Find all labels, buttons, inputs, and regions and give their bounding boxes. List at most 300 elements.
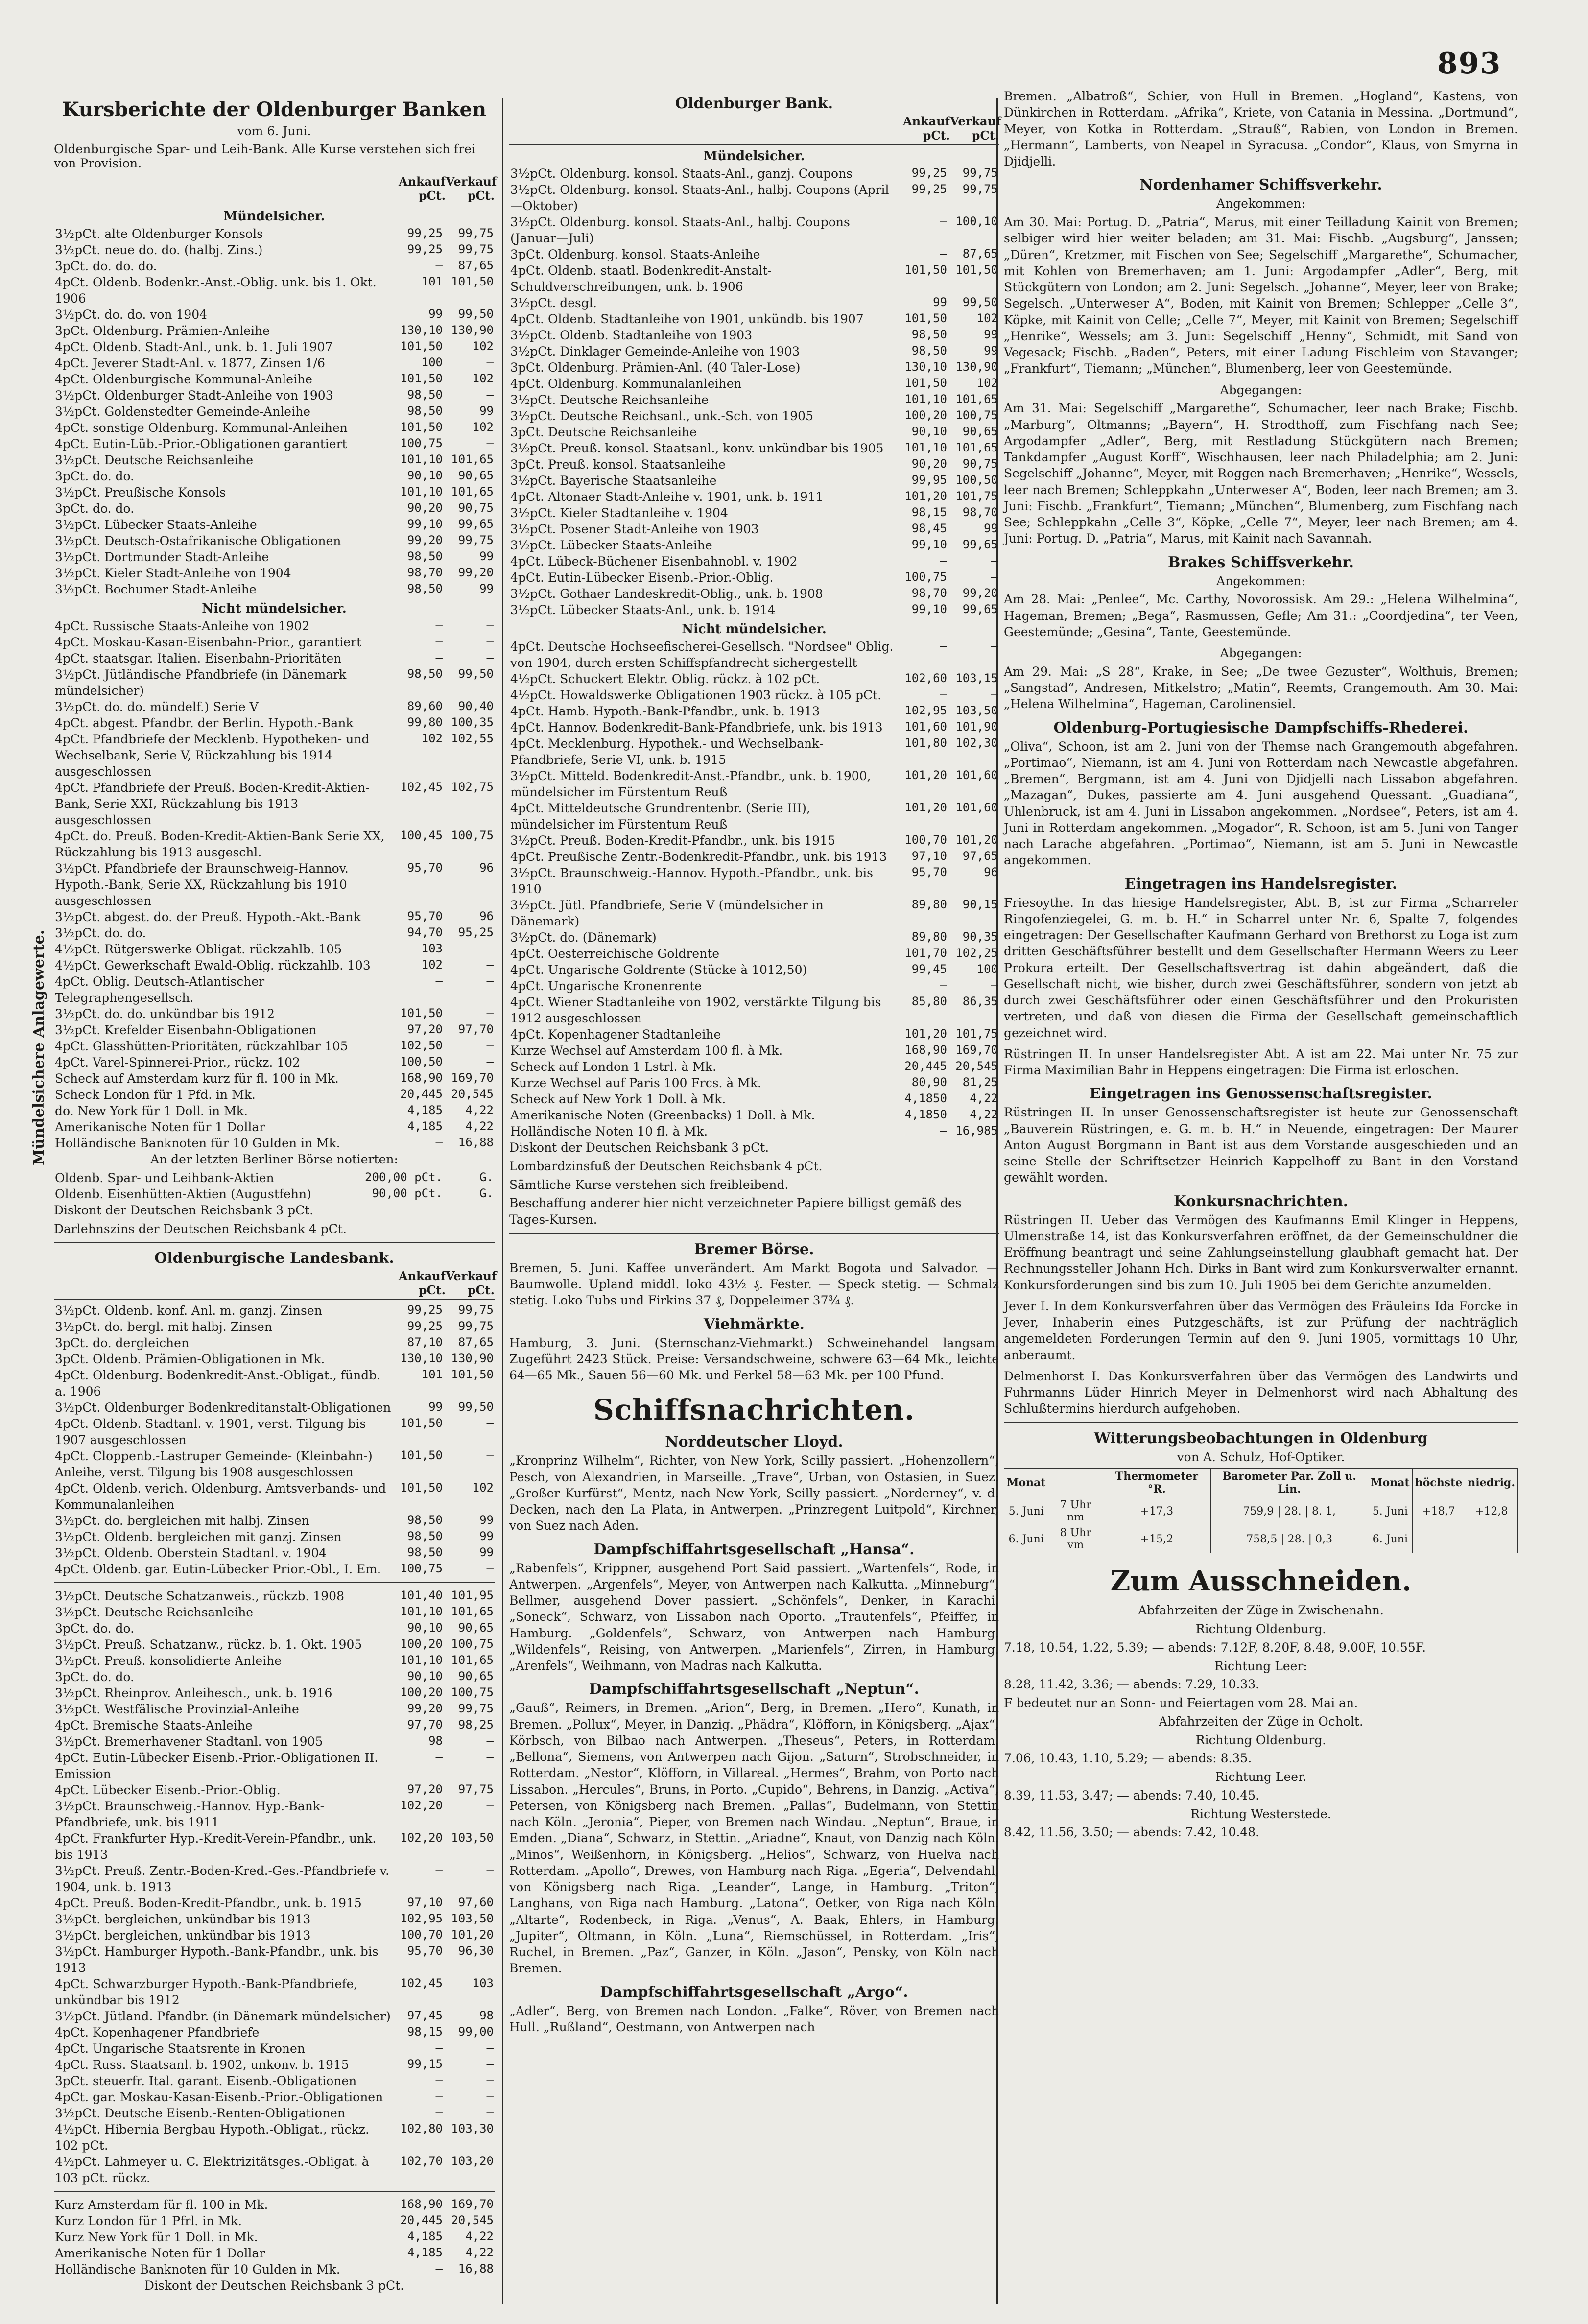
security-name: 3½pCt. Deutsche Reichsanleihe: [510, 393, 709, 407]
weather-cell: 759,9 | 28. | 8. 1,: [1211, 1497, 1368, 1525]
quote-row: [509, 311, 999, 327]
security-name: 3½pCt. Jütländische Pfandbriefe (in Dänemark mündelsicher): [55, 667, 347, 698]
ankauf-value: 101,20: [904, 489, 947, 503]
header-verkauf: Verkauf pCt.: [950, 114, 1001, 142]
nordenham-arrivals: Am 30. Mai: Portug. D. „Patria“, Marus, mit einer Teilladung Kainit von Bremen; selbiger wird hier weiter beladen; am 31. Mai: Fischb. „Augsburg“, Janssen; „Düren“, Kretzmer, mit Fischen von See; Segelschiff „Margarethe“, Schumacher, mit Kohlen von Bremerhaven; am 1. Juni: Argodampfer „Adler“, Berg, mit Stückgütern von London; am 2. Juni: Segelsch. „Johanne“, Meyer, leer von Brake; Segelsch. „Unterweser A“, Boden, mit Kainit von Bremen; Schlepper „Celle 3“, Köpke, mit Kainit von Celle; „Celle 7“, Meyer, mit Kainit von Bremen; Segelschiff „Henrike“, Wessels; am 3. Juni: Segelschiff „Henny“, Schmidt, mit Sand von Vegesack; Fischb. „Baden“, Peters, mit einer Ladung Fischleim von Stavanger; „Frankfurt“, Tiemann; „München“, Blumenberg, leer von Geestemünde.: [1004, 215, 1518, 376]
verkauf-value: 100,75: [955, 408, 998, 422]
konkurs-text: Rüstringen II. Ueber das Vermögen des Kaufmanns Emil Klinger in Heppens, Ulmenstraße 14, ist das Konkursverfahren eröffnet, da der Gemeinschuldner die Eröffnung beantragt und seine Zahlungseinstellung glaubhaft gemacht hat. Der Rechnungssteller Johann Hch. Dirks in Bant wird zum Konkursverwalter ernannt. Konkursforderungen sind bis zum 10. Juli 1905 bei dem Gerichte anzumelden.: [1004, 1212, 1518, 1292]
quote-row: [54, 1653, 495, 1669]
abgegangen-label: Abgegangen:: [1220, 646, 1302, 660]
quote-row: [54, 699, 495, 715]
quote-row: [54, 1798, 495, 1830]
verkauf-value: 99: [479, 1545, 494, 1560]
ankauf-value: 99,15: [407, 2057, 443, 2071]
ankauf-value: 101,10: [400, 1653, 443, 1667]
ankauf-value: 100: [421, 356, 443, 369]
verkauf-value: 99,00: [458, 2025, 494, 2039]
quote-row: [54, 1103, 495, 1119]
quote-row: [509, 1026, 999, 1043]
quote-row: [509, 687, 999, 703]
quote-row: [54, 618, 495, 634]
verkauf-value: 99,20: [962, 586, 998, 600]
ankauf-value: 97,10: [911, 849, 947, 863]
security-name: 3½pCt. Jütland. Pfandbr. (in Dänemark mündelsicher): [55, 2009, 391, 2024]
quote-row: [54, 307, 495, 323]
quotes-table: [54, 1588, 495, 2186]
weather-title: Witterungsbeobachtungen in Oldenburg: [1094, 1429, 1428, 1447]
kursberichte-date: vom 6. Juni.: [237, 124, 311, 138]
verkauf-value: 96: [984, 865, 998, 879]
verkauf-value: 98,70: [962, 505, 998, 519]
security-name: 3½pCt. Kieler Stadt-Anleihe von 1904: [55, 566, 291, 580]
ankauf-value: 101,60: [904, 720, 947, 734]
ankauf-value: 95,70: [911, 865, 947, 879]
security-name: 3½pCt. Preuß. konsolidierte Anleihe: [55, 1654, 282, 1668]
quote-row: [509, 343, 999, 359]
security-name: 4pCt. Eutin-Lüb.-Prior.-Obligationen garantiert: [55, 437, 347, 451]
security-name: 3½pCt. Deutsche Schatzanweis., rückzb. 1908: [55, 1589, 344, 1604]
verkauf-value: —: [991, 570, 998, 584]
verkauf-value: 101,60: [955, 768, 998, 782]
verkauf-value: 101,65: [955, 392, 998, 406]
quote-row: [54, 925, 495, 941]
security-name: 3½pCt. Oldenb. Stadtanleihe von 1903: [510, 328, 753, 342]
quote-row: [54, 517, 495, 533]
ankauf-value: 98,50: [407, 1513, 443, 1527]
verkauf-value: 99,75: [458, 1319, 494, 1333]
quote-row: [54, 1685, 495, 1701]
verkauf-value: 103: [472, 1976, 494, 1991]
verkauf-value: 101,75: [955, 1027, 998, 1041]
verkauf-value: —: [486, 1750, 494, 1764]
divider: [54, 1582, 495, 1583]
ankauf-value: 97,45: [407, 2009, 443, 2023]
quote-header: [509, 114, 999, 145]
quote-row: [509, 262, 999, 295]
quote-row: [54, 1135, 495, 1151]
verkauf-value: 99,75: [458, 1702, 494, 1716]
quote-row: [54, 420, 495, 436]
security-name: Oldenb. Spar- und Leihbank-Aktien: [55, 1170, 274, 1185]
security-name: Holländische Banknoten für 10 Gulden in Mk.: [55, 2262, 340, 2277]
security-name: 4pCt. do. Preuß. Boden-Kredit-Aktien-Bank Serie XX, Rückzahlung bis 1913 ausgeschl.: [55, 829, 385, 859]
header-ankauf: Ankauf pCt.: [398, 1269, 446, 1298]
verkauf-value: G.: [479, 1186, 494, 1200]
security-name: 4pCt. Schwarzburger Hypoth.-Bank-Pfandbriefe, unkündbar bis 1912: [55, 1977, 358, 2008]
quote-row: [54, 1038, 495, 1054]
quote-row: [54, 715, 495, 731]
quotes-table: [54, 1170, 495, 1202]
bank-note: Beschaffung anderer hier nicht verzeichneter Papiere billigst gemäß des Tages-Kursen.: [509, 1196, 962, 1227]
security-name: 4pCt. Eutin-Lübecker Eisenb.-Prior.-Oblig.: [510, 570, 774, 585]
quote-row: [54, 565, 495, 581]
verkauf-value: 20,545: [955, 1059, 998, 1073]
verkauf-value: —: [486, 1039, 494, 1052]
weather-header-cell: [1048, 1469, 1103, 1497]
verkauf-value: 87,65: [458, 1335, 494, 1350]
verkauf-value: 99: [479, 1529, 494, 1543]
verkauf-value: 96,30: [458, 1944, 494, 1958]
verkauf-value: 99: [479, 549, 494, 563]
quote-row: [54, 1944, 495, 1976]
quote-row: [54, 2197, 495, 2213]
quote-row: [54, 2229, 495, 2245]
security-name: 3½pCt. Deutsche Reichsanleihe: [55, 1605, 254, 1620]
quote-row: [54, 533, 495, 549]
konkurs-text: Jever I. In dem Konkursverfahren über das Vermögen des Fräuleins Ida Forcke in Jever, Inhaberin eines Putzgeschäfts, ist zur Prüfung der nachträglich angemeldeten Forderungen Termin auf den 9. Juni 1905, vormittags 10 Uhr, anberaumt.: [1004, 1299, 1518, 1362]
verkauf-value: 4,22: [465, 2246, 494, 2260]
angekommen-label: Angekommen:: [1216, 196, 1305, 211]
ankauf-value: 102,45: [400, 1976, 443, 1991]
quote-row: [54, 1895, 495, 1911]
verkauf-value: 99,75: [458, 533, 494, 547]
ankauf-value: 97,70: [407, 1718, 443, 1732]
security-name: 3½pCt. Dortmunder Stadt-Anleihe: [55, 550, 269, 564]
verkauf-value: 100,75: [451, 829, 494, 842]
ankauf-value: 99,25: [407, 226, 443, 240]
verkauf-value: 99,50: [962, 295, 998, 309]
quote-row: [509, 671, 999, 687]
security-name: 3½pCt. Lübecker Staats-Anl., unk. b. 1914: [510, 603, 776, 617]
security-name: 3½pCt. Deutsch-Ostafrikanische Obligationen: [55, 534, 341, 548]
verkauf-value: 95,25: [458, 925, 494, 939]
ankauf-value: 98,50: [407, 1545, 443, 1560]
quote-row: [54, 2154, 495, 2186]
ankauf-value: 99,20: [407, 533, 443, 547]
security-name: 4pCt. Preuß. Boden-Kredit-Pfandbr., unk. b. 1915: [55, 1896, 362, 1911]
verkauf-value: 130,90: [451, 1352, 494, 1366]
ankauf-value: 102,50: [400, 1039, 443, 1052]
abgegangen-label: Abgegangen:: [1220, 382, 1302, 397]
quote-row: [54, 1529, 495, 1545]
quote-row: [509, 537, 999, 553]
security-name: 3½pCt. abgest. do. der Preuß. Hypoth.-Akt.-Bank: [55, 910, 361, 924]
ankauf-value: 4,185: [407, 2229, 443, 2244]
verkauf-value: 102,30: [955, 736, 998, 750]
divider: [1004, 1422, 1518, 1423]
ankauf-value: —: [940, 554, 947, 568]
security-name: do. New York für 1 Doll. in Mk.: [55, 1104, 248, 1118]
genossenschaft-text: Rüstringen II. In unser Genossenschaftsregister ist heute zur Genossenschaft „Bauverein Rüstringen, e. G. m. b. H.“ in Neuende, eingetragen: Der Maurer Anton August Borgmann in Bant ist aus dem Vorstande ausgeschieden und an seine Stelle der Schriftsetzer Heinrich Kappelhoff zu Bant in den Vorstand gewählt worden.: [1004, 1105, 1518, 1185]
verkauf-value: —: [486, 1006, 494, 1020]
verkauf-value: 101,65: [451, 485, 494, 498]
verkauf-value: 101,65: [451, 1605, 494, 1619]
verkauf-value: 16,88: [458, 2262, 494, 2276]
quote-row: [509, 521, 999, 537]
ankauf-value: 20,445: [400, 2213, 443, 2228]
security-name: 4pCt. Oldenb. gar. Eutin-Lübecker Prior.-Obl., I. Em.: [55, 1562, 381, 1577]
quote-row: [54, 258, 495, 274]
ankauf-value: 100,75: [904, 570, 947, 584]
quote-row: [509, 735, 999, 768]
security-name: 4pCt. Ungarische Staatsrente in Kronen: [55, 2041, 305, 2056]
verkauf-value: 169,70: [451, 2197, 494, 2211]
ankauf-value: 4,1850: [904, 1091, 947, 1105]
security-name: 4pCt. Altonaer Stadt-Anleihe v. 1901, unk. b. 1911: [510, 490, 824, 504]
quote-row: [54, 387, 495, 403]
verkauf-value: 99,50: [458, 1400, 494, 1414]
verkauf-value: 101,60: [955, 801, 998, 814]
quote-row: [54, 581, 495, 597]
quote-row: [509, 553, 999, 569]
quote-row: [54, 1588, 495, 1604]
ankauf-value: 100,75: [400, 1562, 443, 1576]
verkauf-value: 87,65: [962, 247, 998, 261]
handelsregister-title: Eingetragen ins Handelsregister.: [1124, 875, 1398, 893]
weather-cell: [1465, 1525, 1518, 1553]
verkauf-value: 98: [479, 2009, 494, 2023]
weather-cell: 7 Uhr nm: [1048, 1497, 1103, 1525]
quote-row: [509, 1123, 999, 1139]
quote-row: [509, 586, 999, 602]
verkauf-value: —: [486, 958, 494, 972]
security-name: 3½pCt. Oldenburg. konsol. Staats-Anl., halbj. Coupons (Januar—Juli): [510, 215, 850, 245]
verkauf-value: 90,65: [458, 1669, 494, 1684]
weather-subtitle: von A. Schulz, Hof-Optiker.: [1177, 1449, 1345, 1464]
ankauf-value: 101,40: [400, 1589, 443, 1603]
ankauf-value: 102,45: [400, 780, 443, 794]
weather-row: [1004, 1497, 1518, 1525]
ankauf-value: 95,70: [407, 1944, 443, 1958]
ankauf-value: —: [435, 2073, 443, 2087]
security-name: 4pCt. Oldenb. staatl. Bodenkredit-Anstalt-Schuldverschreibungen, unk. b. 1906: [510, 263, 772, 294]
verkauf-value: 102: [472, 420, 494, 434]
verkauf-value: 96: [479, 909, 494, 923]
verkauf-value: —: [486, 1562, 494, 1576]
weather-header-cell: Thermometer °R.: [1103, 1469, 1210, 1497]
ankauf-value: 99,25: [911, 182, 947, 196]
ankauf-value: 97,20: [407, 1782, 443, 1797]
richtung-label: Richtung Oldenburg.: [1195, 1622, 1327, 1636]
ankauf-value: 101,10: [904, 441, 947, 454]
hansa-text: „Rabenfels“, Krippner, ausgehend Port Said passiert. „Wartenfels“, Rode, in Antwerpen. „Argenfels“, Meyer, von Antwerpen nach Kalkutta. „Minneburg“, Bellmer, ausgehend Dover passiert. „Schönfels“, Denker, in Karachi. „Soneck“, Schwarz, von Lissabon nach Oporto. „Trautenfels“, Pfeiffer, in Hamburg. „Goldenfels“, Schwarz, von Antwerpen nach Hamburg. „Wildenfels“, Reising, von Antwerpen. „Marienfels“, Zirren, in Hamburg. „Arenfels“, Weihmann, von Madras nach Kalkutta.: [509, 1561, 999, 1673]
weather-cell: 5. Juni: [1004, 1497, 1048, 1525]
quote-row: [509, 1059, 999, 1075]
security-name: Kurz Amsterdam für fl. 100 in Mk.: [55, 2198, 268, 2212]
verkauf-value: —: [991, 978, 998, 992]
security-name: 4pCt. gar. Moskau-Kasan-Eisenb.-Prior.-Obligationen: [55, 2090, 383, 2105]
verkauf-value: 101,65: [451, 452, 494, 466]
quote-row: [54, 274, 495, 307]
verkauf-value: 99: [984, 344, 998, 357]
security-name: Holländische Noten 10 fl. à Mk.: [510, 1124, 708, 1138]
verkauf-value: —: [486, 618, 494, 632]
quote-row: [54, 957, 495, 973]
security-name: Amerikanische Noten für 1 Dollar: [55, 1120, 265, 1134]
ankauf-value: 100,20: [400, 1637, 443, 1651]
quote-row: [509, 897, 999, 929]
ankauf-value: 4,185: [407, 2246, 443, 2260]
security-name: 3½pCt. Oldenb. Oberstein Stadtanl. v. 1904: [55, 1546, 327, 1561]
quote-row: [509, 327, 999, 343]
security-name: 3½pCt. bergleichen, unkündbar bis 1913: [55, 1912, 311, 1927]
verkauf-value: 99,75: [962, 182, 998, 196]
ankauf-value: 102,80: [400, 2122, 443, 2136]
verkauf-value: 97,70: [458, 1022, 494, 1036]
verkauf-value: 90,15: [962, 898, 998, 911]
ankauf-value: 130,10: [400, 323, 443, 337]
verkauf-value: 4,22: [970, 1108, 998, 1121]
verkauf-value: 102: [472, 372, 494, 385]
ankauf-value: —: [435, 1750, 443, 1764]
quote-row: [54, 500, 495, 517]
verkauf-value: 86,35: [962, 995, 998, 1008]
quote-row: [509, 1107, 999, 1123]
security-name: 3½pCt. bergleichen, unkündbar bis 1913: [55, 1928, 311, 1943]
ankauf-value: 101,70: [904, 946, 947, 960]
security-name: Kurze Wechsel auf Amsterdam 100 fl. à Mk.: [510, 1043, 783, 1058]
verkauf-value: —: [486, 1416, 494, 1430]
verkauf-value: 99: [479, 582, 494, 595]
oldenburger-bank-title: Oldenburger Bank.: [675, 95, 833, 112]
quote-row: [509, 639, 999, 671]
security-name: 3pCt. Deutsche Reichsanleihe: [510, 425, 697, 439]
security-name: 3½pCt. Oldenb. bergleichen mit ganzj. Zinsen: [55, 1530, 342, 1544]
security-name: 3½pCt. Posener Stadt-Anleihe von 1903: [510, 522, 759, 536]
quote-row: [54, 2073, 495, 2089]
verkauf-value: 90,65: [458, 469, 494, 482]
quote-row: [54, 2040, 495, 2057]
column-3: [1004, 88, 1518, 1843]
verkauf-value: 20,545: [451, 2213, 494, 2228]
verkauf-value: 4,22: [465, 1103, 494, 1117]
quote-row: [509, 214, 999, 246]
brake-arrivals: Am 28. Mai: „Penlee“, Mc. Carthy, Novorossisk. Am 29.: „Helena Wilhelmina“, Hageman, Bremen; „Bega“, Rasmussen, Gefle; Am 31.: „Coordjedina“, ter Veen, Geestemünde; „Gesina“, Tante, Geestemünde.: [1004, 592, 1518, 639]
ankauf-value: 99,95: [911, 473, 947, 487]
header-ankauf: Ankauf pCt.: [902, 114, 950, 142]
verkauf-value: 20,545: [451, 1087, 494, 1101]
security-name: Kurz London für 1 Pfrl. in Mk.: [55, 2214, 242, 2229]
ankauf-value: 85,80: [911, 995, 947, 1008]
ankauf-value: —: [940, 1124, 947, 1138]
ankauf-value: 100,45: [400, 829, 443, 842]
lloyd-text: „Kronprinz Wilhelm“, Richter, von New York, Scilly passiert. „Hohenzollern“, Pesch, von Alexandrien, in Marseille. „Trave“, Urban, von Ostasien, in Suez. „Großer Kurfürst“, Mentz, nach New York, Scilly passiert. „Norderney“, v. d. Decken, nach den La Plata, in Antwerpen. „Prinzregent Luitpold“, Kirchner, von Suez nach Aden.: [509, 1453, 999, 1533]
quote-row: [54, 1911, 495, 1927]
verkauf-value: 101,20: [955, 833, 998, 847]
quote-row: [54, 650, 495, 666]
diskont-note: Diskont der Deutschen Reichsbank 3 pCt.: [144, 2278, 404, 2293]
verkauf-value: 99,75: [962, 166, 998, 180]
security-name: 3½pCt. Braunschweig.-Hannov. Hyp.-Bank-Pfandbriefe, unk. bis 1911: [55, 1799, 325, 1830]
ankauf-value: 101,50: [400, 1006, 443, 1020]
divider: [509, 1233, 999, 1234]
verkauf-value: 97,60: [458, 1896, 494, 1910]
verkauf-value: 97,75: [458, 1782, 494, 1797]
weather-header-cell: niedrig.: [1465, 1469, 1518, 1497]
zum-ausschneiden-title: Zum Ausschneiden.: [1110, 1565, 1412, 1598]
quote-row: [54, 909, 495, 925]
quote-row: [509, 440, 999, 456]
quote-row: [54, 484, 495, 500]
spar-leih-bank-note: Oldenburgische Spar- und Leih-Bank. Alle Kurse verstehen sich frei von Provision.: [54, 142, 475, 170]
security-name: 4pCt. Pfandbriefe der Mecklenb. Hypotheken- und Wechselbank, Serie V, Rückzahlung bis 1914 ausgeschlossen: [55, 732, 370, 779]
ankauf-value: 97,20: [407, 1022, 443, 1036]
verkauf-value: 101,20: [451, 1928, 494, 1942]
quote-row: [509, 962, 999, 978]
quote-row: [509, 166, 999, 182]
quote-row: [54, 2261, 495, 2277]
verkauf-value: 99,65: [458, 517, 494, 531]
ankauf-value: 95,70: [407, 861, 443, 875]
verkauf-value: 102,25: [955, 946, 998, 960]
quote-row: [509, 832, 999, 849]
ankauf-value: —: [435, 1136, 443, 1149]
quote-row: [54, 452, 495, 468]
quote-row: [54, 242, 495, 258]
quote-row: [54, 1513, 495, 1529]
security-name: 4pCt. Oldenb. Stadtanleihe von 1901, unkündb. bis 1907: [510, 312, 864, 326]
verkauf-value: 90,75: [962, 457, 998, 471]
quote-row: [54, 860, 495, 909]
ankauf-value: 101,50: [904, 263, 947, 277]
weather-cell: 6. Juni: [1368, 1525, 1412, 1553]
security-name: 3pCt. do. do.: [55, 469, 135, 483]
verkauf-value: 101,65: [451, 1653, 494, 1667]
quote-row: [54, 2024, 495, 2040]
verkauf-value: —: [486, 942, 494, 955]
security-name: 3½pCt. neue do. do. (halbj. Zins.): [55, 243, 263, 257]
security-name: 3½pCt. Jütl. Pfandbriefe, Serie V (mündelsicher in Dänemark): [510, 898, 824, 928]
verkauf-value: —: [486, 974, 494, 988]
ankauf-value: 100,20: [904, 408, 947, 422]
security-name: 4pCt. Oldenb. Bodenkr.-Anst.-Oblig. unk. bis 1. Okt. 1906: [55, 275, 377, 306]
verkauf-value: 4,22: [465, 1119, 494, 1133]
security-name: 4pCt. Ungarische Goldrente (Stücke à 1012,50): [510, 963, 807, 977]
verkauf-value: 102,75: [451, 780, 494, 794]
ankauf-value: 95,70: [407, 909, 443, 923]
security-name: 4pCt. Preußische Zentr.-Bodenkredit-Pfandbr., unk. bis 1913: [510, 850, 887, 864]
ankauf-value: 99,10: [407, 517, 443, 531]
quote-row: [54, 1448, 495, 1480]
security-name: Scheck auf New York 1 Doll. à Mk.: [510, 1092, 726, 1106]
verkauf-value: 99: [479, 1513, 494, 1527]
quote-row: [54, 1830, 495, 1863]
column-1: [54, 88, 495, 2296]
verkauf-value: 100,75: [451, 1685, 494, 1700]
verkauf-value: 169,70: [955, 1043, 998, 1057]
ankauf-value: 101,20: [904, 768, 947, 782]
security-name: 4pCt. Eutin-Lübecker Eisenb.-Prior.-Obligationen II. Emission: [55, 1751, 379, 1781]
verkauf-value: 90,75: [458, 501, 494, 515]
quote-row: [509, 424, 999, 440]
quote-header: [54, 174, 495, 205]
train-times: 7.18, 10.54, 1.22, 5.39; — abends: 7.12F, 8.20F, 8.48, 9.00F, 10.55F.: [1004, 1640, 1426, 1655]
quotes-table: [54, 226, 495, 597]
quote-row: [54, 323, 495, 339]
quote-row: [54, 2105, 495, 2121]
verkauf-value: —: [486, 2057, 494, 2071]
security-name: 3pCt. do. do.: [55, 1670, 135, 1684]
verkauf-value: 99: [984, 328, 998, 341]
ankauf-value: 103: [421, 942, 443, 955]
security-name: 4pCt. Oldenburgische Kommunal-Anleihe: [55, 372, 312, 386]
verkauf-value: 87,65: [458, 259, 494, 272]
portugiesische-text: „Oliva“, Schoon, ist am 2. Juni von der Themse nach Grangemouth abgefahren. „Portimao“, Niemann, ist am 4. Juni von Rotterdam nach Newcastle abgefahren. „Bremen“, Bergmann, ist am 4. Juni von Djidjelli nach Lissabon abgefahren. „Mazagan“, Dukes, passierte am 4. Juni ausgehend Quessant. „Guadiana“, Uhlenbruck, ist am 4. Juni in Lissabon angekommen. „Nordsee“, Peters, ist am 4. Juni in Rotterdam angekommen. „Mogador“, R. Schoon, ist am 5. Juni von Tanger nach Larache abgefahren. „Portimao“, Niemann, ist am 5. Juni in Newcastle angekommen.: [1004, 739, 1518, 868]
quote-row: [54, 1335, 495, 1351]
ankauf-value: 101,20: [904, 1027, 947, 1041]
schiffsnachrichten-title: Schiffsnachrichten.: [593, 1393, 915, 1427]
quotes-table: [54, 618, 495, 1151]
security-name: 3½pCt. Mitteld. Bodenkredit-Anst.-Pfandbr., unk. b. 1900, mündelsicher im Fürstentum Reuß: [510, 769, 871, 799]
ankauf-value: 80,90: [911, 1075, 947, 1089]
verkauf-value: 103,50: [955, 704, 998, 717]
verkauf-value: 97,65: [962, 849, 998, 863]
quote-row: [54, 1054, 495, 1070]
verkauf-value: 103,20: [451, 2154, 494, 2168]
security-name: 4pCt. Russ. Staatsanl. b. 1902, unkonv. b. 1915: [55, 2058, 349, 2072]
section-nicht-muendelsicher: Nicht mündelsicher.: [202, 601, 347, 616]
security-name: 3½pCt. do. do.: [55, 926, 146, 940]
